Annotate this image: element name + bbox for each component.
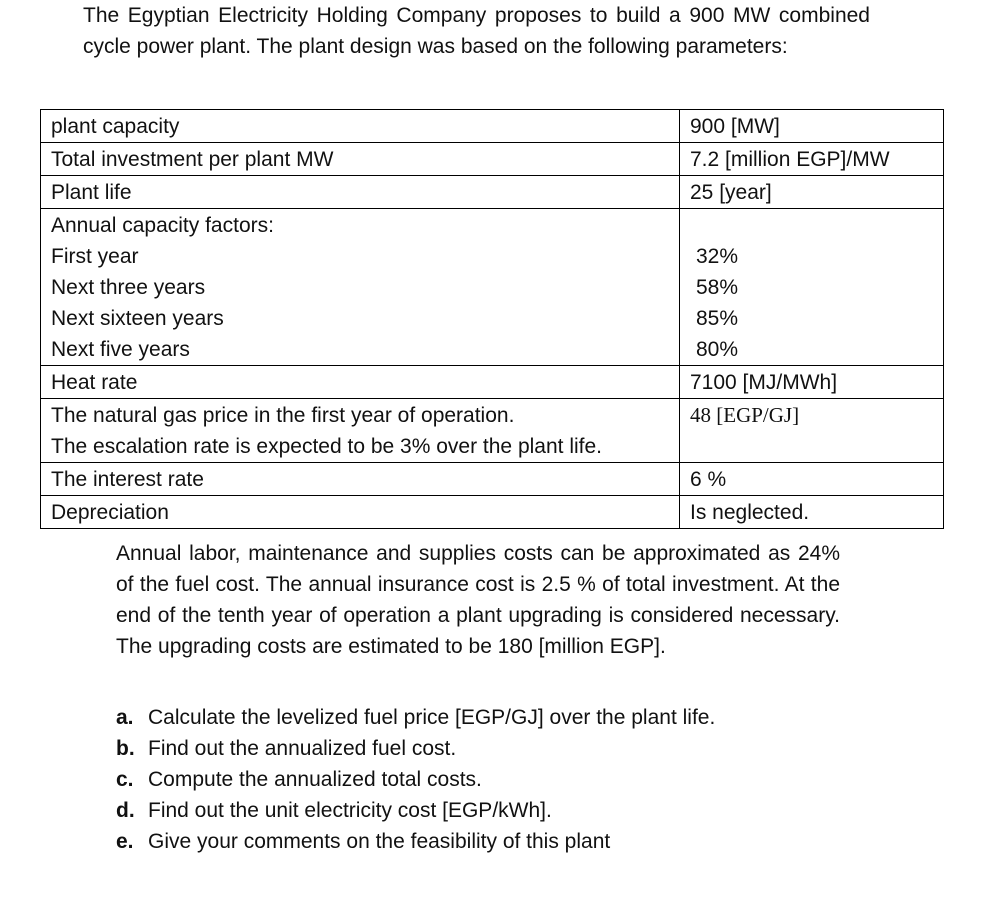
- question-letter: b.: [116, 737, 135, 760]
- question-text: Find out the unit electricity cost [EGP/kWh].: [148, 799, 552, 822]
- row-value: 7100 [MJ/MWh]: [680, 366, 944, 399]
- question-letter: c.: [116, 768, 134, 791]
- list-item: [116, 826, 715, 857]
- row-value: 7.2 [million EGP]/MW: [680, 143, 944, 176]
- question-text: Give your comments on the feasibility of this plant: [148, 830, 611, 853]
- list-item: [116, 764, 715, 795]
- capacity-factors-labels: [41, 209, 680, 366]
- parameters-table: [40, 109, 944, 529]
- costs-paragraph: Annual labor, maintenance and supplies costs can be approximated as 24% of the fuel cost. The annual insurance cost is 2.5 % of total investment. At the end of the tenth year of operation a plant upgrading is considered necessary. The upgrading costs are estimated to be 180 [million EGP].: [116, 542, 840, 658]
- capacity-factor-label: Next five years: [51, 338, 190, 361]
- capacity-factor-label: Next sixteen years: [51, 307, 224, 330]
- gas-price-label: The natural gas price in the first year of operation.: [51, 404, 515, 427]
- capacity-factor-value: 32%: [696, 245, 739, 268]
- row-label: Total investment per plant MW: [41, 143, 680, 176]
- question-letter: e.: [116, 830, 134, 853]
- capacity-factor-value: 85%: [696, 307, 739, 330]
- capacity-factor-value: 58%: [696, 276, 739, 299]
- row-value: 6 %: [680, 463, 944, 496]
- row-label: Heat rate: [41, 366, 680, 399]
- question-text: Calculate the levelized fuel price [EGP/GJ] over the plant life.: [148, 706, 716, 729]
- capacity-factors-heading: Annual capacity factors:: [51, 214, 274, 237]
- row-value: 900 [MW]: [680, 110, 944, 143]
- capacity-factor-label: First year: [51, 245, 139, 268]
- table-row: [41, 463, 944, 496]
- row-label: plant capacity: [41, 110, 680, 143]
- capacity-factor-value: 80%: [696, 338, 739, 361]
- intro-paragraph: The Egyptian Electricity Holding Company proposes to build a 900 MW combined cycle power plant. The plant design was based on the following parameters:: [83, 4, 870, 58]
- row-value: 25 [year]: [680, 176, 944, 209]
- escalation-label: The escalation rate is expected to be 3% over the plant life.: [51, 435, 602, 458]
- table-row: [41, 366, 944, 399]
- gas-price-value: 48 [EGP/GJ]: [680, 399, 944, 463]
- row-label: Plant life: [41, 176, 680, 209]
- question-letter: a.: [116, 706, 134, 729]
- list-item: [116, 733, 715, 764]
- capacity-factors-values: [680, 209, 944, 366]
- question-letter: d.: [116, 799, 135, 822]
- table-row-gas-price: [41, 399, 944, 463]
- table-row: [41, 143, 944, 176]
- capacity-factor-label: Next three years: [51, 276, 206, 299]
- table-row: [41, 110, 944, 143]
- gas-price-labels: [41, 399, 680, 463]
- row-label: Depreciation: [41, 496, 680, 529]
- row-value: Is neglected.: [680, 496, 944, 529]
- table-row: [41, 176, 944, 209]
- list-item: [116, 795, 715, 826]
- question-list: [116, 702, 715, 857]
- question-text: Compute the annualized total costs.: [148, 768, 482, 791]
- table-row-capacity-factors: [41, 209, 944, 366]
- table-row: [41, 496, 944, 529]
- list-item: [116, 702, 715, 733]
- question-text: Find out the annualized fuel cost.: [148, 737, 457, 760]
- row-label: The interest rate: [41, 463, 680, 496]
